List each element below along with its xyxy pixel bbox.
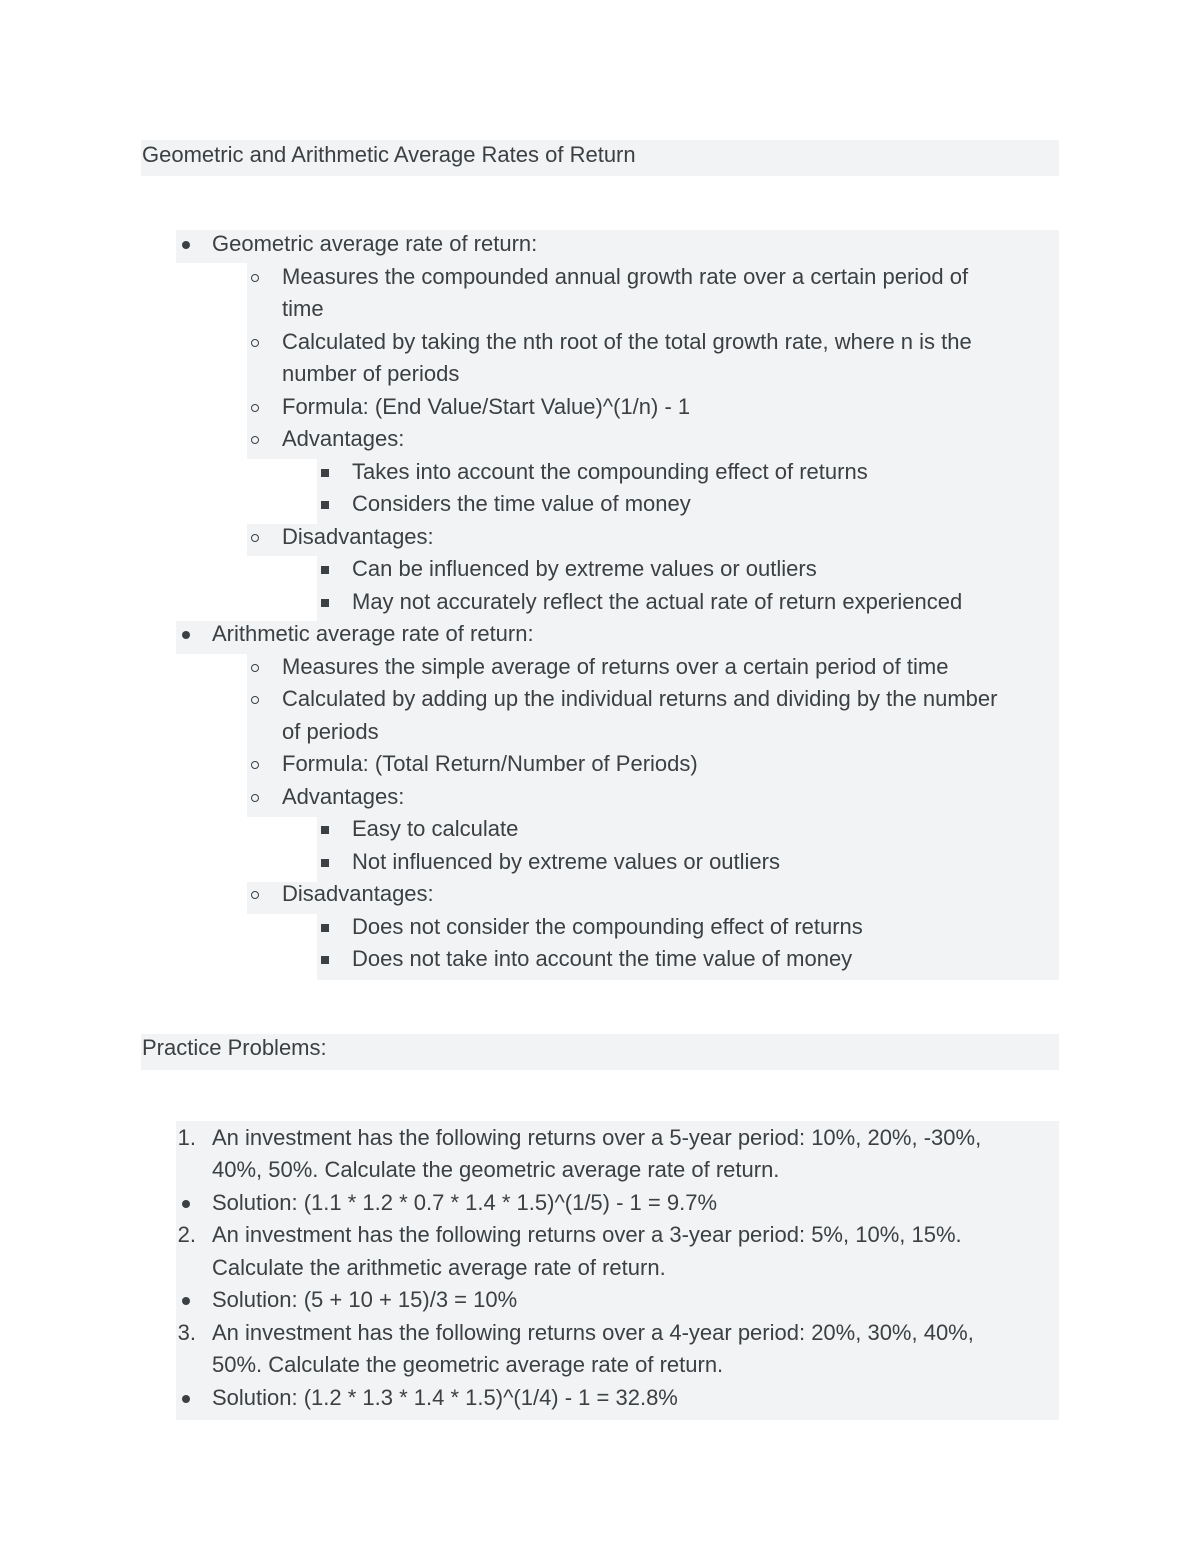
bullet-square bbox=[313, 943, 337, 976]
geometric-heading: Geometric average rate of return: bbox=[212, 231, 538, 256]
geometric-disadvantages-label: Disadvantages: bbox=[282, 524, 434, 549]
problem-text-line1: An investment has the following returns over a 4-year period: 20%, 30%, 40%, bbox=[212, 1320, 974, 1345]
bullet-circle bbox=[243, 391, 267, 424]
arithmetic-disadvantages-label: Disadvantages: bbox=[282, 881, 434, 906]
problem-solution: Solution: (1.2 * 1.3 * 1.4 * 1.5)^(1/4) - 1 = 32.8% bbox=[212, 1385, 678, 1410]
arithmetic-calc-line1: Calculated by adding up the individual returns and dividing by the number bbox=[282, 686, 998, 711]
arithmetic-disadvantage-item: Does not consider the compounding effect of returns bbox=[352, 914, 863, 939]
geometric-advantages-label: Advantages: bbox=[282, 426, 405, 451]
problem-text-line2: 50%. Calculate the geometric average rate of return. bbox=[212, 1352, 724, 1377]
arithmetic-advantage-item: Not influenced by extreme values or outliers bbox=[352, 849, 780, 874]
arithmetic-advantage-item: Easy to calculate bbox=[352, 816, 519, 841]
arithmetic-formula: Formula: (Total Return/Number of Periods) bbox=[282, 751, 698, 776]
bullet-disc bbox=[174, 1187, 198, 1220]
bullet-circle bbox=[243, 326, 267, 359]
practice-heading: Practice Problems: bbox=[142, 1035, 327, 1060]
problem-text-line1: An investment has the following returns over a 5-year period: 10%, 20%, -30%, bbox=[212, 1125, 982, 1150]
bullet-circle bbox=[243, 651, 267, 684]
geometric-calc-line1: Calculated by taking the nth root of the total growth rate, where n is the bbox=[282, 329, 972, 354]
arithmetic-advantages-label: Advantages: bbox=[282, 784, 405, 809]
geometric-what-line1: Measures the compounded annual growth rate over a certain period of bbox=[282, 264, 969, 289]
arithmetic-what-line1: Measures the simple average of returns over a certain period of time bbox=[282, 654, 949, 679]
problem-text-line1: An investment has the following returns over a 3-year period: 5%, 10%, 15%. bbox=[212, 1222, 962, 1247]
bullet-square bbox=[313, 846, 337, 879]
geometric-calc-line2: number of periods bbox=[282, 361, 460, 386]
problem-text-line2: Calculate the arithmetic average rate of return. bbox=[212, 1255, 666, 1280]
geometric-disadvantage-item: Can be influenced by extreme values or outliers bbox=[352, 556, 817, 581]
bullet-square bbox=[313, 813, 337, 846]
bullet-disc bbox=[174, 618, 198, 651]
problem-number: 1. bbox=[177, 1125, 196, 1150]
bullet-circle bbox=[243, 748, 267, 781]
bullet-square bbox=[313, 488, 337, 521]
bullet-circle bbox=[243, 261, 267, 294]
bullet-disc bbox=[174, 1284, 198, 1317]
problem-solution: Solution: (5 + 10 + 15)/3 = 10% bbox=[212, 1287, 518, 1312]
problem-number: 3. bbox=[177, 1320, 196, 1345]
problem-number: 2. bbox=[177, 1222, 196, 1247]
problem-solution: Solution: (1.1 * 1.2 * 0.7 * 1.4 * 1.5)^(1/5) - 1 = 9.7% bbox=[212, 1190, 718, 1215]
bullet-square bbox=[313, 586, 337, 619]
arithmetic-disadvantage-item: Does not take into account the time value of money bbox=[352, 946, 853, 971]
arithmetic-heading: Arithmetic average rate of return: bbox=[212, 621, 534, 646]
geometric-formula: Formula: (End Value/Start Value)^(1/n) - 1 bbox=[282, 394, 691, 419]
bullet-circle bbox=[243, 521, 267, 554]
geometric-advantage-item: Takes into account the compounding effect of returns bbox=[352, 459, 868, 484]
bullet-disc bbox=[174, 1382, 198, 1415]
geometric-what-line2: time bbox=[282, 296, 324, 321]
bullet-square bbox=[313, 456, 337, 489]
page-title: Geometric and Arithmetic Average Rates of Return bbox=[142, 142, 636, 167]
geometric-disadvantage-item: May not accurately reflect the actual rate of return experienced bbox=[352, 589, 963, 614]
problem-text-line2: 40%, 50%. Calculate the geometric average rate of return. bbox=[212, 1157, 780, 1182]
bullet-circle bbox=[243, 683, 267, 716]
bullet-square bbox=[313, 553, 337, 586]
bullet-circle bbox=[243, 423, 267, 456]
bullet-disc bbox=[174, 228, 198, 261]
geometric-advantage-item: Considers the time value of money bbox=[352, 491, 691, 516]
bullet-square bbox=[313, 911, 337, 944]
bullet-circle bbox=[243, 878, 267, 911]
bullet-circle bbox=[243, 781, 267, 814]
arithmetic-calc-line2: of periods bbox=[282, 719, 379, 744]
